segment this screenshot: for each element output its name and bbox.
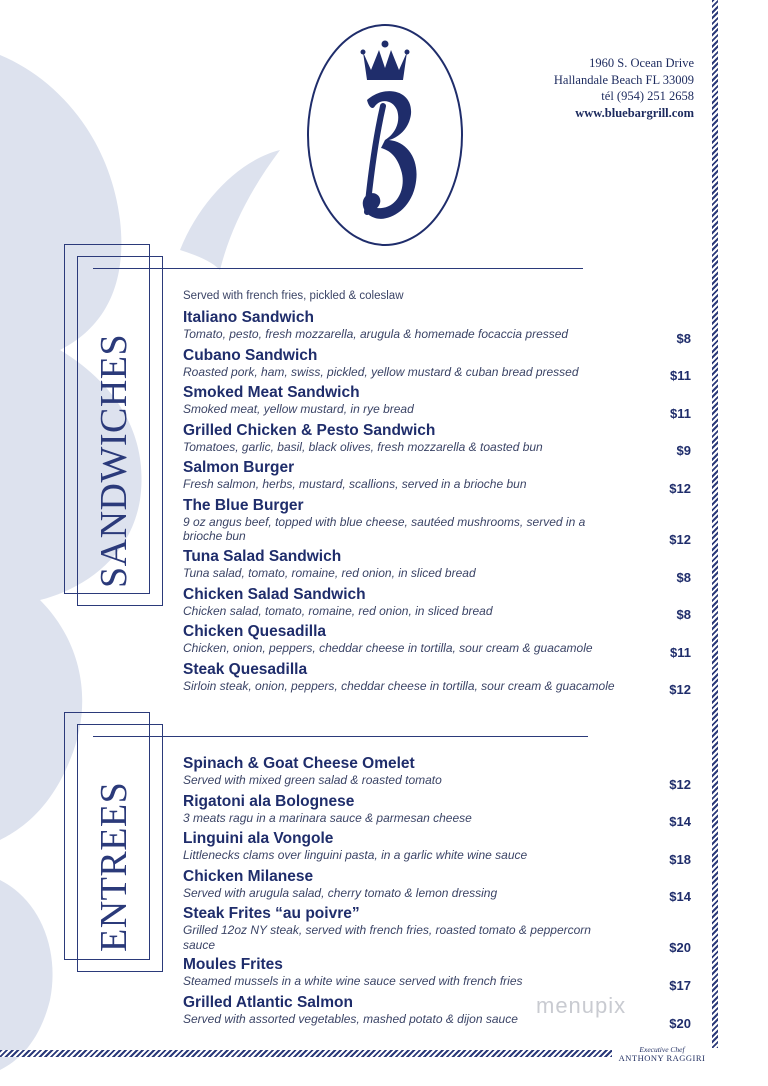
item-description: Served with assorted vegetables, mashed potato & dijon sauce [183, 1011, 518, 1026]
item-price: $8 [676, 607, 691, 623]
menu-item [183, 496, 693, 547]
sandwiches-rule [93, 268, 583, 269]
chef-title: Executive Chef [639, 1045, 685, 1054]
item-name: Italiano Sandwich [183, 309, 314, 326]
menu-item [183, 585, 693, 623]
menu-item [183, 829, 693, 867]
menu-item [183, 547, 693, 585]
item-description: Roasted pork, ham, swiss, pickled, yellow mustard & cuban bread pressed [183, 364, 579, 379]
item-name: Steak Frites “au poivre” [183, 905, 360, 923]
item-name: Rigatoni ala Bolognese [183, 792, 355, 810]
item-price: $12 [669, 776, 691, 792]
item-name: Steak Quesadilla [183, 660, 308, 678]
chef-name: ANTHONY RAGGIRI [618, 1053, 706, 1063]
item-description: Chicken salad, tomato, romaine, red onion, in sliced bread [183, 603, 493, 618]
item-name: Grilled Chicken & Pesto Sandwich [183, 421, 436, 439]
item-description: Littlenecks clams over linguini pasta, in a garlic white wine sauce [183, 848, 528, 863]
item-price: $14 [669, 889, 691, 905]
menu-item [183, 308, 693, 346]
item-description: Chicken, onion, peppers, cheddar cheese in tortilla, sour cream & guacamole [183, 641, 593, 656]
crowned-b-monogram-icon [305, 22, 465, 248]
item-price: $12 [669, 480, 691, 496]
sandwiches-title: SANDWICHES [93, 333, 135, 588]
item-description: 9 oz angus beef, topped with blue cheese, sautéed mushrooms, served in a brioche bun [183, 514, 586, 544]
bottom-hatched-border [0, 1050, 612, 1057]
item-description: Smoked meat, yellow mustard, in rye bread [183, 402, 414, 417]
item-price: $8 [676, 330, 691, 346]
item-price: $9 [676, 443, 691, 459]
item-description: Served with arugula salad, cherry tomato & lemon dressing [183, 885, 498, 900]
item-description: Grilled 12oz NY steak, served with french fries, roasted tomato & peppercorn sauce [183, 923, 591, 952]
menu-item [183, 904, 693, 955]
address-phone: tél (954) 251 2658 [601, 89, 694, 103]
item-description: Tomato, pesto, fresh mozzarella, arugula & homemade focaccia pressed [183, 327, 569, 341]
item-name: Tuna Salad Sandwich [183, 547, 342, 565]
right-hatched-border [712, 0, 718, 1048]
item-name: Grilled Atlantic Salmon [183, 993, 353, 1011]
item-name: Spinach & Goat Cheese Omelet [183, 755, 415, 772]
menu-item [183, 622, 693, 660]
item-price: $8 [676, 569, 691, 585]
item-price: $17 [669, 977, 691, 993]
item-name: Linguini ala Vongole [183, 830, 334, 848]
item-description: Fresh salmon, herbs, mustard, scallions, served in a brioche bun [183, 477, 527, 492]
item-price: $11 [670, 368, 691, 384]
item-description: 3 meats ragu in a marinara sauce & parmesan cheese [183, 810, 472, 825]
item-description: Sirloin steak, onion, peppers, cheddar cheese in tortilla, sour cream & guacamole [183, 678, 615, 693]
menupix-watermark: menupix [536, 993, 627, 1018]
entrees-list [183, 754, 693, 1031]
entrees-rule [93, 736, 588, 737]
item-name: Smoked Meat Sandwich [183, 384, 360, 402]
menu-item [183, 458, 693, 496]
item-name: Chicken Milanese [183, 867, 314, 885]
menu-item [183, 754, 693, 792]
address-street: 1960 S. Ocean Drive [589, 56, 694, 70]
item-price: $12 [669, 531, 691, 547]
item-price: $11 [670, 644, 691, 660]
item-description: Tomatoes, garlic, basil, black olives, fresh mozzarella & toasted bun [183, 439, 543, 454]
item-price: $20 [669, 940, 691, 956]
item-price: $11 [670, 405, 691, 421]
address-block [520, 55, 694, 121]
entrees-title: ENTREES [93, 781, 135, 952]
item-description: Steamed mussels in a white wine sauce served with french fries [183, 974, 523, 989]
item-name: Salmon Burger [183, 459, 295, 477]
sandwiches-intro: Served with french fries, pickled & coleslaw [183, 290, 404, 302]
menu-item [183, 346, 693, 384]
item-name: Moules Frites [183, 956, 283, 974]
menu-item [183, 792, 693, 830]
menu-item [183, 867, 693, 905]
item-name: Chicken Salad Sandwich [183, 585, 366, 603]
item-price: $18 [669, 851, 691, 867]
menu-item [183, 660, 693, 698]
menu-item [183, 383, 693, 421]
item-price: $14 [669, 814, 691, 830]
menu-item [183, 421, 693, 459]
address-website[interactable]: www.bluebargrill.com [575, 105, 694, 120]
sandwiches-list [183, 308, 693, 697]
item-name: Chicken Quesadilla [183, 623, 326, 641]
item-description: Tuna salad, tomato, romaine, red onion, in sliced bread [183, 565, 476, 580]
menu-item [183, 955, 693, 993]
item-price: $12 [669, 682, 691, 698]
item-price: $20 [669, 1015, 691, 1031]
item-name: Cubano Sandwich [183, 346, 318, 364]
address-city: Hallandale Beach FL 33009 [553, 72, 694, 87]
item-description: Served with mixed green salad & roasted tomato [183, 773, 442, 787]
item-name: The Blue Burger [183, 496, 304, 514]
